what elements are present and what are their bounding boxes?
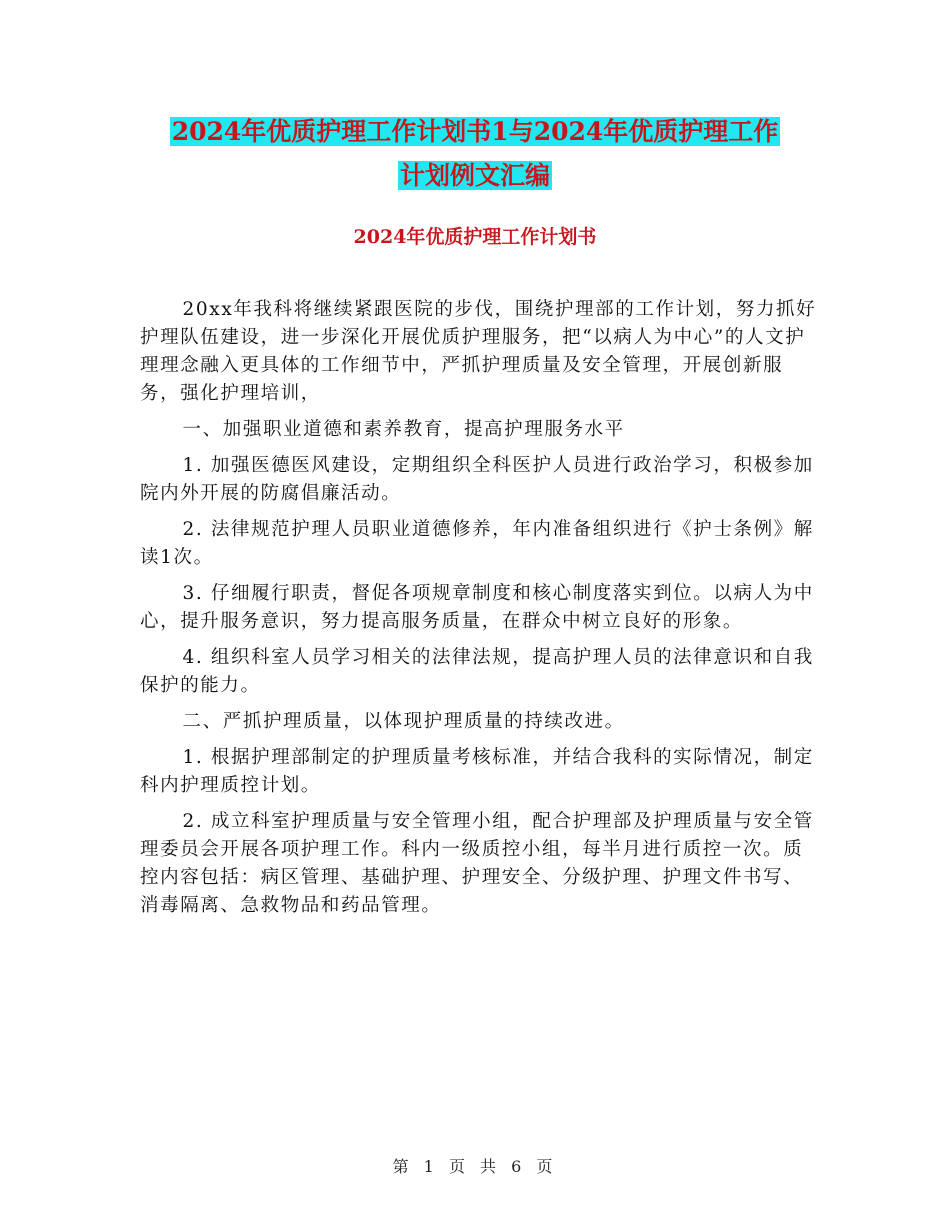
title-line-2: 计划例文汇编 bbox=[399, 161, 550, 190]
paragraph: 一、加强职业道德和素养教育，提高护理服务水平 bbox=[182, 419, 625, 440]
paragraph: 1. 根据护理部制定的护理质量考核标准，并结合我科的实际情况，制定科内护理质控计划。 bbox=[140, 747, 814, 796]
title-line-1: 2024年优质护理工作计划书1与2024年优质护理工作 bbox=[171, 117, 779, 146]
page-number-footer: 第 1 页 共 6 页 bbox=[392, 1157, 558, 1176]
document-title bbox=[100, 110, 850, 198]
paragraph: 2. 法律规范护理人员职业道德修养，年内准备组织进行《护士条例》解读1次。 bbox=[140, 519, 814, 568]
paragraph: 3. 仔细履行职责，督促各项规章制度和核心制度落实到位。以病人为中心，提升服务意识，努力提高服务质量，在群众中树立良好的形象。 bbox=[140, 583, 814, 632]
paragraph: 4. 组织科室人员学习相关的法律法规，提高护理人员的法律意识和自我保护的能力。 bbox=[140, 647, 814, 696]
document-body bbox=[140, 296, 818, 928]
paragraph: 20xx年我科将继续紧跟医院的步伐，围绕护理部的工作计划，努力抓好护理队伍建设，进一步深化开展优质护理服务，把“以病人为中心”的人文护理理念融入更具体的工作细节中，严抓护理质量及安全管理，开展创新服务，强化护理培训， bbox=[140, 299, 817, 404]
paragraph: 二、严抓护理质量，以体现护理质量的持续改进。 bbox=[182, 711, 625, 732]
section-heading: 2024年优质护理工作计划书 bbox=[353, 226, 597, 248]
paragraph: 1. 加强医德医风建设，定期组织全科医护人员进行政治学习，积极参加院内外开展的防腐倡廉活动。 bbox=[140, 455, 814, 504]
paragraph: 2. 成立科室护理质量与安全管理小组，配合护理部及护理质量与安全管理委员会开展各项护理工作。科内一级质控小组，每半月进行质控一次。质控内容包括：病区管理、基础护理、护理安全、分级护理、护理文件书写、消毒隔离、急救物品和药品管理。 bbox=[140, 811, 814, 916]
